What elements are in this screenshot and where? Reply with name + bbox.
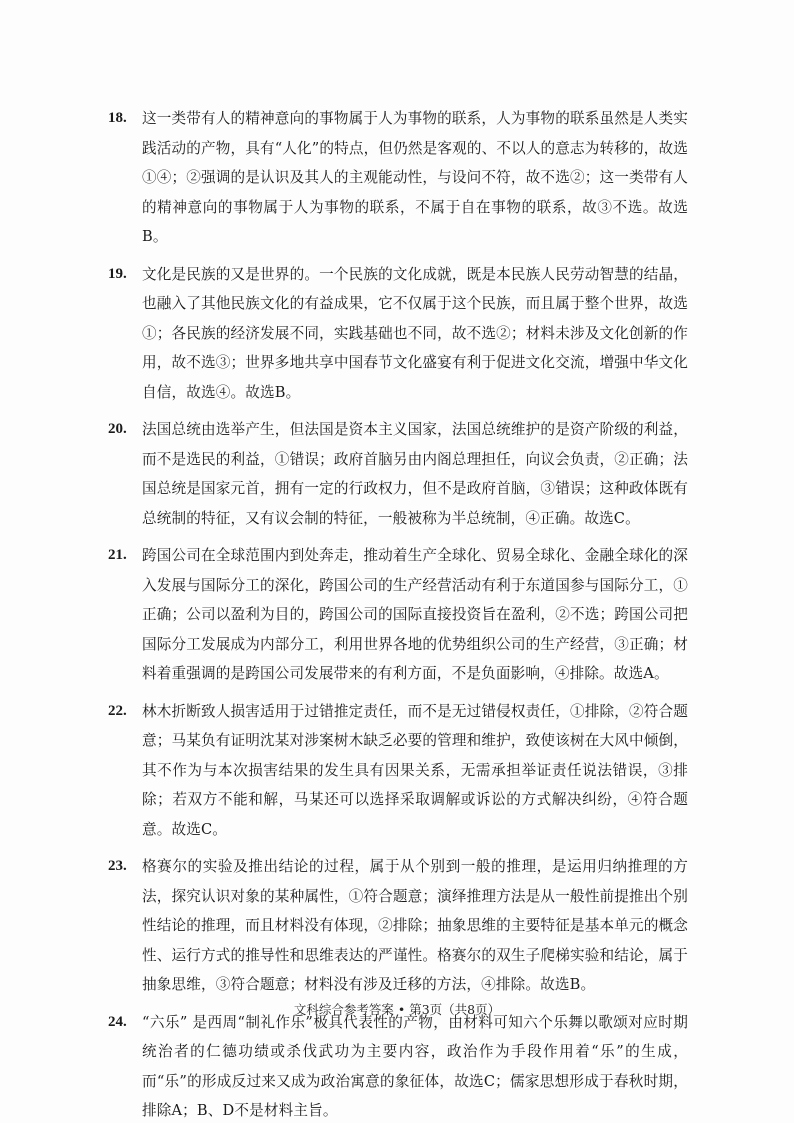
question-number: 23. [108,858,127,874]
question-number: 24. [108,1013,127,1030]
question-number: 22. [108,702,127,719]
answer-item-24 [108,1008,688,1126]
answer-item-21 [108,541,688,689]
question-number: 18. [108,110,127,126]
answer-text: 法国总统由选举产生，但法国是资本主义国家，法国总统维护的是资产阶级的利益，而不是选民的利益，①错误；政府首脑另由内阁总理担任，向议会负责，②正确；法国总统是国家元首，拥有一定的行政权力，但不是政府首脑，③错误；这种政体既有总统制的特征，又有议会制的特征，一般被称为半总统制，④正确。故选C。 [142,421,688,527]
answer-item-23 [108,852,688,1000]
answer-text: 格赛尔的实验及推出结论的过程，属于从个别到一般的推理，是运用归纳推理的方法，探究认识对象的某种属性，①符合题意；演绎推理方法是从一般性前提推出个别性结论的推理，而且材料没有体现，②排除；抽象思维的主要特征是基本单元的概念性、运行方式的推导性和思维表达的严谨性。格赛尔的双生子爬梯实验和结论，属于抽象思维，③符合题意；材料没有涉及迁移的方法，④排除。故选B。 [142,858,688,993]
answer-text: 跨国公司在全球范围内到处奔走，推动着生产全球化、贸易全球化、金融全球化的深入发展与国际分工的深化，跨国公司的生产经营活动有利于东道国参与国际分工，①正确；公司以盈利为目的，跨国公司的国际直接投资旨在盈利，②不选；跨国公司把国际分工发展成为内部分工，利用世界各地的优势组织公司的生产经营，③正确；材料着重强调的是跨国公司发展带来的有利方面，不是负面影响，④排除。故选A。 [142,547,688,682]
answer-item-19 [108,260,688,408]
answer-item-22 [108,697,688,845]
answer-item-18 [108,104,688,252]
answer-item-20 [108,415,688,533]
question-number: 21. [108,547,127,563]
answer-text: “六乐” 是西周“制礼作乐”极具代表性的产物，由材料可知六个乐舞以歌颂对应时期统治者的仁德功绩或杀伐武功为主要内容，政治作为手段作用着“乐”的生成， 而“乐”的形成反过来又成为政治寓意的象征体，故选C；儒家思想形成于春秋时期，排除A；B、D不是材料主旨。 [142,1013,688,1119]
question-number: 19. [108,265,127,282]
answer-text: 林木折断致人损害适用于过错推定责任，而不是无过错侵权责任，①排除，②符合题意；马某负有证明沈某对涉案树木缺乏必要的管理和维护，致使该树在大风中倾倒，其不作为与本次损害结果的发生具有因果关系，无需承担举证责任说法错误，③排除；若双方不能和解，马某还可以选择采取调解或诉讼的方式解决纠纷，④符合题意。故选C。 [142,702,688,838]
page-footer: 文科综合参考答案 • 第3页（共8页） [293,1002,501,1017]
answer-list [108,104,688,1134]
answer-text: 文化是民族的又是世界的。一个民族的文化成就，既是本民族人民劳动智慧的结晶，也融入了其他民族文化的有益成果，它不仅属于这个民族，而且属于整个世界，故选①；各民族的经济发展不同，实践基础也不同，故不选②；材料未涉及文化创新的作用，故不选③；世界多地共享中国春节文化盛宴有利于促进文化交流，增强中华文化自信，故选④。故选B。 [142,265,688,401]
question-number: 20. [108,421,127,437]
answer-text: 这一类带有人的精神意向的事物属于人为事物的联系，人为事物的联系虽然是人类实践活动的产物，具有“人化”的特点，但仍然是客观的、不以人的意志为转移的，故选①④；②强调的是认识及其人的主观能动性，与设问不符，故不选②；这一类带有人的精神意向的事物属于人为事物的联系，不属于自在事物的联系，故③不选。故选B。 [142,110,688,245]
